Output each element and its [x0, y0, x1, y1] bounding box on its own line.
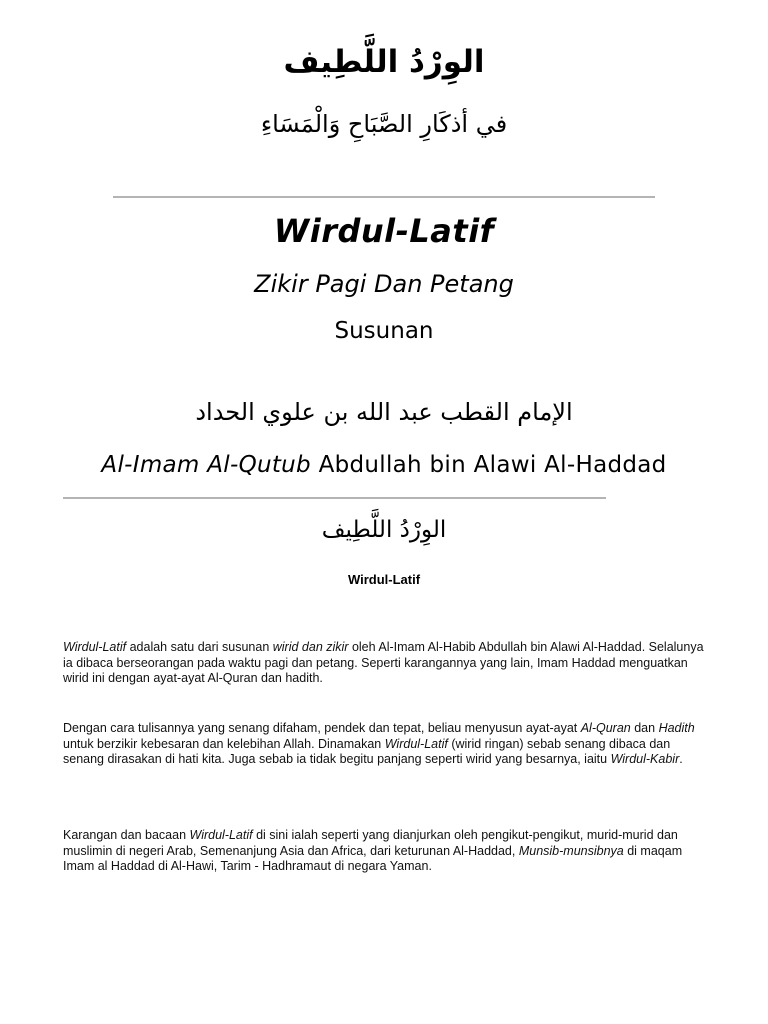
text: Dengan cara tulisannya yang senang difaham, pendek dan tepat, beliau menyusun ayat-ayat	[63, 721, 581, 735]
section-arabic-title: الوِرْدُ اللَّطِيف	[321, 517, 447, 543]
text-italic: Hadith	[658, 721, 695, 735]
author-arabic: الإمام القطب عبد الله بن علوي الحداد	[195, 398, 573, 426]
author-title-italic: Al-Imam Al-Qutub	[101, 452, 311, 478]
text: di maqam Imam al Haddad di Al-Hawi, Tarim - Hadhramaut di negara Yaman.	[63, 843, 683, 873]
document-subtitle: Zikir Pagi Dan Petang	[254, 270, 514, 298]
arabic-subtitle: في أذكَارِ الصَّبَاحِ وَالْمَسَاءِ	[260, 110, 508, 138]
document-title: Wirdul-Latif	[273, 212, 495, 250]
paragraph-origin	[63, 828, 713, 875]
paragraph-intro	[63, 640, 713, 687]
text: dan	[630, 721, 659, 735]
horizontal-divider	[63, 497, 606, 499]
section-label: Wirdul-Latif	[347, 572, 421, 587]
compiled-by-label: Susunan	[334, 318, 434, 344]
author-name: Abdullah bin Alawi Al-Haddad	[310, 452, 667, 478]
arabic-title: الوِرْدُ اللَّطِيف	[283, 44, 485, 80]
text-italic: Wirdul-Latif	[384, 736, 448, 751]
text: untuk berzikir kebesaran dan kelebihan Allah. Dinamakan	[63, 736, 385, 751]
text-italic: Wirdul-Latif	[63, 640, 127, 654]
text: Karangan dan bacaan	[63, 828, 190, 842]
text-italic: Wirdul-Kabir	[610, 752, 680, 766]
text-italic: Wirdul-Latif	[189, 828, 253, 842]
text: oleh Al-Imam Al-Habib Abdullah bin Alawi Al-Haddad. Selalunya ia dibaca berseorangan pada waktu pagi dan petang. Seperti karangannya yang lain, Imam Haddad menguatkan wirid ini dengan ayat-ayat Al-Quran dan hadith.	[63, 640, 704, 685]
text: .	[679, 752, 683, 766]
text: di sini ialah seperti yang dianjurkan oleh pengikut-pengikut, murid-murid dan muslimin di negeri Arab, Semenanjung Asia dan Africa, dari keturunan Al-Haddad,	[63, 828, 678, 858]
text: adalah satu dari susunan	[126, 640, 273, 654]
paragraph-description	[63, 721, 713, 768]
text-italic: wirid dan zikir	[272, 640, 349, 654]
author-latin	[0, 452, 768, 478]
text: (wirid ringan) sebab senang dibaca dan senang dirasakan di hati kita. Juga sebab ia tidak begitu panjang seperti wirid yang besarnya, iaitu	[63, 736, 671, 766]
text-italic: Al-Quran	[580, 721, 631, 735]
horizontal-divider	[113, 196, 655, 198]
text-italic: Munsib-munsibnya	[518, 843, 624, 858]
